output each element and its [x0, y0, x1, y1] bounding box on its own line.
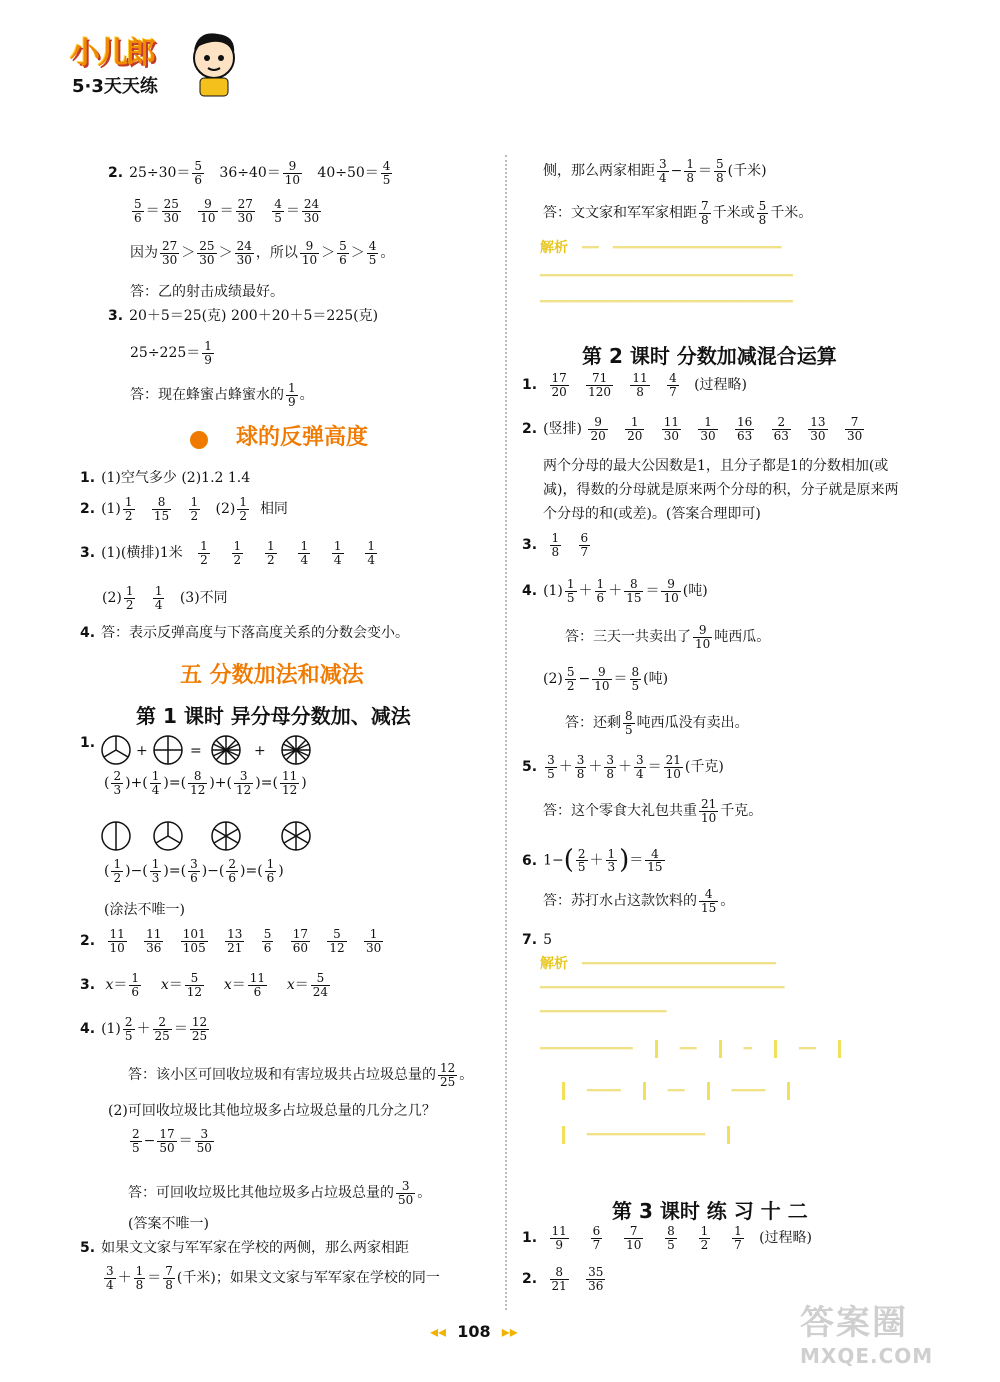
lesson1-answer-4b-conclusion: 答：可回收垃圾比其他垃圾多占垃圾总量的 $\frac{3}{50}$ 。 [128, 1179, 432, 1207]
lesson1-answer-4-note: (答案不唯一) [128, 1216, 209, 1232]
svg-text:+: + [136, 743, 148, 759]
answer-3-line1: 3. 20＋5＝25(克) 200＋20＋5＝225(克) [108, 308, 379, 324]
analysis-2-faded-line: ━━━━━━━━━━━━━━━━━━━━━━━━━━━━━ [540, 980, 785, 996]
lesson-2-title: 第 2 课时 分数加减混合运算 [582, 344, 837, 368]
answer-2-line3: 因为 $\frac{27}{30}$ ＞ $\frac{25}{30}$ ＞ $\frac{24}{30}$ ，所以 $\frac{9}{10}$ ＞ $\frac{5}{6}$ ＞ $\frac{4}{5}$ 。 [130, 239, 395, 267]
lesson2-answer-2-p1: 两个分母的最大公因数是1，且分子都是1的分数相加(或 [543, 458, 889, 474]
lesson1-answer-3: 3. x＝ $\frac{1}{6}$ x＝ $\frac{5}{12}$ x＝ $\frac{11}{6}$ x＝ $\frac{5}{24}$ [80, 971, 329, 999]
svg-text:=: = [190, 743, 202, 759]
prev-arrow-icon: ◂◂ [430, 1322, 447, 1341]
brand-subtitle: 5·3天天练 [72, 76, 158, 97]
lesson1-answer-4a-conclusion: 答：该小区可回收垃圾和有害垃圾共占垃圾总量的 $\frac{12}{25}$ 。 [128, 1061, 474, 1089]
lesson2-answer-5: 5. $\frac{3}{5}$ ＋ $\frac{3}{8}$ ＋ $\frac{3}{8}$ ＋ $\frac{3}{4}$ ＝ $\frac{21}{10}$ (千克) [522, 753, 724, 781]
r-answer-5-cont: 侧，那么两家相距 $\frac{3}{4}$ − $\frac{1}{8}$ ＝ $\frac{5}{8}$ (千米) [543, 157, 767, 185]
lesson1-answer-5: 5. 如果文文家与军军家在学校的两侧，那么两家相距 [80, 1240, 410, 1256]
page-number: ◂◂ 108 ▸▸ [430, 1322, 518, 1341]
ball-answer-1: 1. (1)空气多少 (2)1.2 1.4 [80, 470, 251, 486]
lesson1-answer-1-fractions1: ( $\frac{2}{3}$ )+( $\frac{1}{4}$ )=( $\frac{8}{12}$ )+( $\frac{3}{12}$ )=( $\frac{11}{12}$ ) [104, 769, 307, 797]
fraction-circles-icon [100, 818, 330, 854]
analysis-1-faded-line: ━━━━━━━━━━━━━━━━━━━━━━━━━━━━━━ [540, 294, 793, 310]
lesson1-answer-2: 2. $\frac{11}{10}$ $\frac{11}{36}$ $\frac{101}{105}$ $\frac{13}{21}$ $\frac{5}{6}$ $\frac{17}{60}$ $\frac{5}{12}$ $\frac{1}{30}$ [80, 927, 382, 955]
lesson2-answer-6: 6. 1−( $\frac{2}{5}$ ＋ $\frac{1}{3}$ )＝ $\frac{4}{15}$ [522, 845, 663, 875]
lesson1-answer-4b: $\frac{2}{5}$ − $\frac{17}{50}$ ＝ $\frac{3}{50}$ [132, 1127, 212, 1155]
lesson2-answer-4b: (2) $\frac{5}{2}$ − $\frac{9}{10}$ ＝ $\frac{8}{5}$ (吨) [543, 665, 669, 693]
watermark-logo [800, 1295, 975, 1375]
column-divider [505, 155, 507, 1310]
answer-2-conclusion: 答：乙的射击成绩最好。 [130, 284, 284, 300]
ball-answer-3a: 3. (1)(横排)1米 $\frac{1}{2}$ $\frac{1}{2}$ $\frac{1}{2}$ $\frac{1}{4}$ $\frac{1}{4}$ $\frac{1}{4}$ [80, 539, 375, 567]
ball-answer-4: 4. 答：表示反弹高度与下落高度关系的分数会变小。 [80, 625, 410, 641]
answer-2-line1: 2. 25÷30＝ $\frac{5}{6}$ 36÷40＝ $\frac{9}{10}$ 40÷50＝ $\frac{4}{5}$ [108, 159, 391, 187]
lesson2-answer-1: 1. $\frac{17}{20}$ $\frac{71}{120}$ $\frac{11}{8}$ $\frac{4}{7}$ (过程略) [522, 371, 747, 399]
answer-3-conclusion: 答：现在蜂蜜占蜂蜜水的 $\frac{1}{9}$ 。 [130, 381, 314, 409]
circle-diagram-row1 [100, 732, 330, 768]
lesson-1-title: 第 1 课时 异分母分数加、减法 [136, 704, 411, 728]
analysis-2-diagram: ━━━━━━━━━━━━━━ [540, 1126, 752, 1144]
r-answer-5-conclusion: 答：文文家和军军家相距 $\frac{7}{8}$ 千米或 $\frac{5}{8}$ 千米。 [543, 199, 813, 227]
analysis-2: 解析 ━━━━━━━━━━━━━━━━━━━━━━━ [540, 956, 776, 972]
lesson1-answer-4a: 4. (1) $\frac{2}{5}$ ＋ $\frac{2}{25}$ ＝ $\frac{12}{25}$ [80, 1015, 208, 1043]
answer-2-line2: $\frac{5}{6}$ ＝ $\frac{25}{30}$ $\frac{9}{10}$ ＝ $\frac{27}{30}$ $\frac{4}{5}$ ＝ $\frac{24}{30}$ [134, 197, 320, 225]
lesson2-answer-2-p2: 减)，得数的分母就是原来两个分母的积，分子就是原来两 [543, 482, 899, 498]
circle-diagram-row2 [100, 818, 330, 854]
lesson2-answer-5-conclusion: 答：这个零食大礼包共重 $\frac{21}{10}$ 千克。 [543, 797, 763, 825]
section-dot-icon [190, 431, 208, 449]
lesson3-answer-2: 2. $\frac{8}{21}$ $\frac{35}{36}$ [522, 1265, 604, 1293]
unit-five-title: 五 分数加法和减法 [180, 663, 364, 688]
lesson3-answer-1: 1. $\frac{11}{9}$ $\frac{6}{7}$ $\frac{7}{10}$ $\frac{8}{5}$ $\frac{1}{2}$ $\frac{1}{7}$ (过程略) [522, 1224, 812, 1252]
lesson2-answer-4a: 4. (1) $\frac{1}{5}$ ＋ $\frac{1}{6}$ ＋ $\frac{8}{15}$ ＝ $\frac{9}{10}$ (吨) [522, 577, 708, 605]
lesson2-answer-2-p3: 个分母的和(或差)。(答案合理即可) [543, 506, 761, 522]
ball-answer-3b: (2) $\frac{1}{2}$ $\frac{1}{4}$ (3)不同 [102, 584, 228, 612]
svg-text:+: + [254, 743, 266, 759]
ball-answer-2: 2. (1) $\frac{1}{2}$ $\frac{8}{15}$ $\frac{1}{2}$ (2) $\frac{1}{2}$ 相同 [80, 495, 288, 523]
analysis-2-diagram: ━━━━ ━━ ━━━━ [540, 1082, 812, 1100]
analysis-1-faded-line: ━━━━━━━━━━━━━━━━━━━━━━━━━━━━━━ [540, 268, 793, 284]
analysis-2-faded-line: ━━━━━━━━━━━━━━━ [540, 1004, 667, 1020]
lesson1-answer-1-note: (涂法不唯一) [104, 902, 185, 918]
brand-title: 小儿郎 [70, 36, 154, 71]
lesson1-answer-1-row1: 1. [80, 735, 96, 751]
lesson2-answer-3: 3. $\frac{1}{8}$ $\frac{6}{7}$ [522, 531, 589, 559]
lesson2-answer-6-conclusion: 答：苏打水占这款饮料的 $\frac{4}{15}$ 。 [543, 887, 735, 915]
boy-mascot-icon [188, 28, 240, 98]
lesson2-answer-4a-conclusion: 答：三天一共卖出了 $\frac{9}{10}$ 吨西瓜。 [565, 623, 771, 651]
lesson1-answer-5-calc: $\frac{3}{4}$ ＋ $\frac{1}{8}$ ＝ $\frac{7}{8}$ (千米)；如果文文家与军军家在学校的同一 [106, 1264, 440, 1292]
lesson1-answer-1-fractions2: ( $\frac{1}{2}$ )−( $\frac{1}{3}$ )=( $\frac{3}{6}$ )−( $\frac{2}{6}$ )=( $\frac{1}{6}$ ) [104, 857, 284, 885]
lesson1-answer-4b-question: (2)可回收垃圾比其他垃圾多占垃圾总量的几分之几？ [108, 1103, 436, 1119]
fraction-circles-icon [100, 732, 330, 768]
analysis-1: 解析 ━━ ━━━━━━━━━━━━━━━━━━━━ [540, 240, 782, 256]
analysis-2-diagram: ━━━━━━━━━━━ ━━ ━ ━━ [540, 1040, 863, 1058]
lesson-3-title: 第 3 课时 练 习 十 二 [612, 1199, 808, 1223]
section-ball-bounce: 球的反弹高度 [190, 425, 368, 451]
watermark-text: 答案圈 MXQE.COM [800, 1303, 934, 1368]
brand-logo [70, 28, 240, 100]
lesson2-answer-7: 7. 5 [522, 932, 552, 948]
answer-3-line2: 25÷225＝ $\frac{1}{9}$ [130, 339, 212, 367]
lesson2-answer-4b-conclusion: 答：还剩 $\frac{8}{5}$ 吨西瓜没有卖出。 [565, 709, 749, 737]
next-arrow-icon: ▸▸ [501, 1322, 518, 1341]
lesson2-answer-2: 2. (竖排) $\frac{9}{20}$ $\frac{1}{20}$ $\frac{11}{30}$ $\frac{1}{30}$ $\frac{16}{63}$ $\frac{2}{63}$ $\frac{13}{30}$ $\frac{7}{30}$ [522, 415, 863, 443]
